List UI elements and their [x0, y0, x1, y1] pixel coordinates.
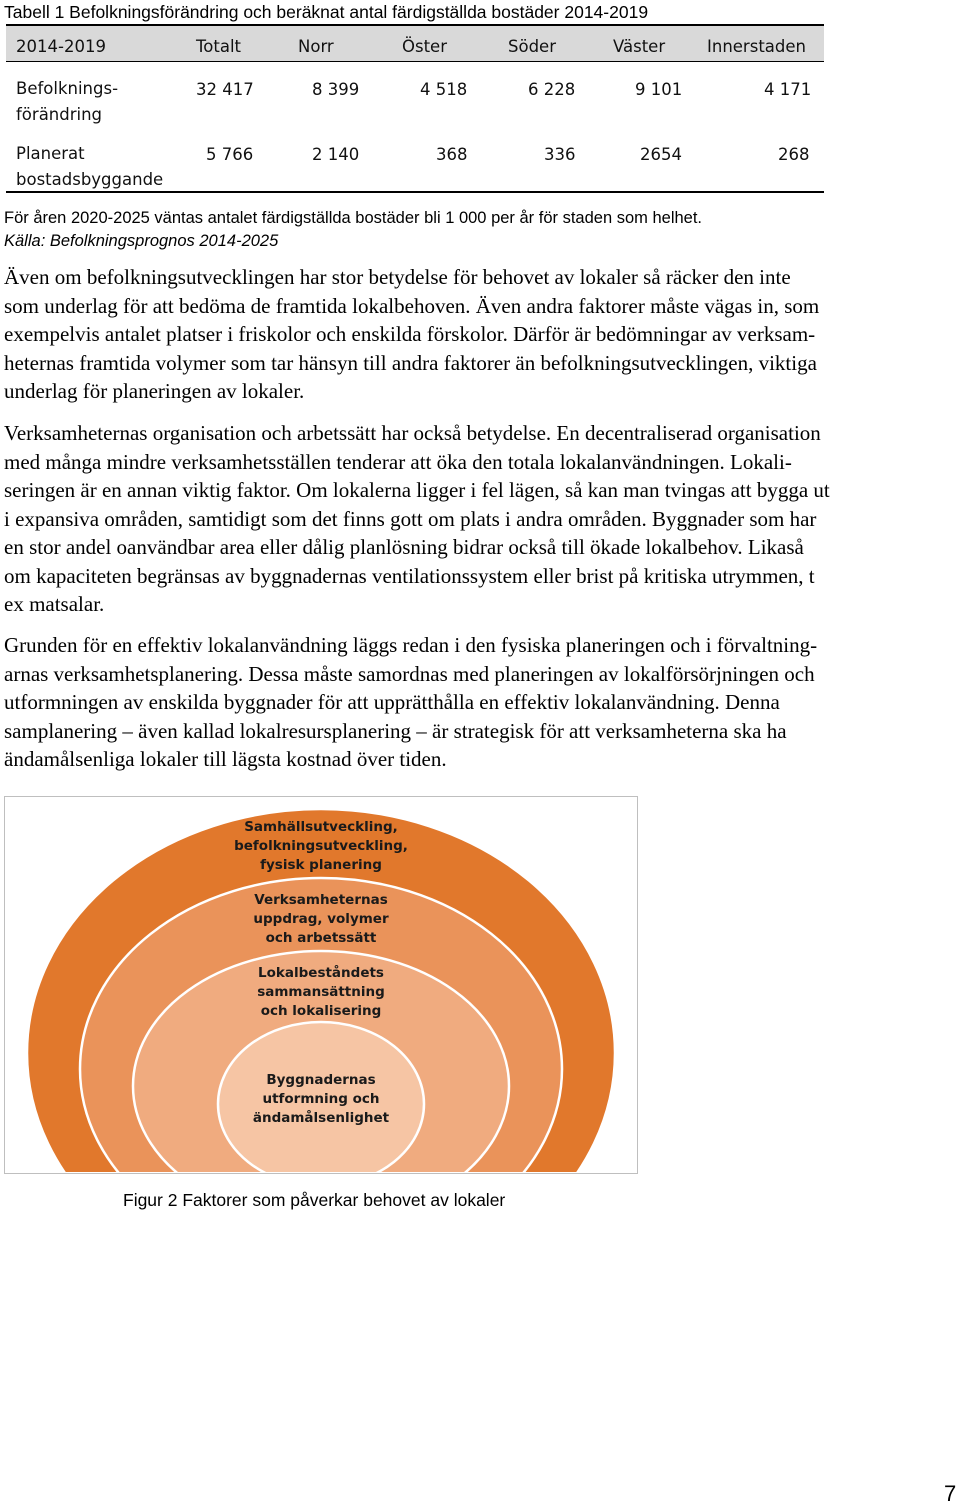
cell-bostad-norr: 2 140 — [312, 145, 360, 164]
level-2-label-line-2: uppdrag, volymer — [253, 911, 389, 927]
row-label-befolkning: Befolknings- förändring — [16, 79, 119, 124]
cell-befolkning-innerstaden: 4 171 — [764, 80, 812, 99]
paragraph-3: Grunden för en effektiv lokalanvändning läggs redan i den fysiska planeringen och i förvaltning- arnas verksamhetsplanering. Dessa måste samordnas med planeringen av lokalförsörjningen och utformningen av enskilda byggnader för att upprätthålla en effektiv lokalanvändning. Denna samplanering – även kallad lokalresursplanering – är strategisk för att verksamheterna ska ha ändamålsenliga lokaler till lägsta kostnad över tiden. — [4, 633, 818, 771]
level-2-label-line-3: och arbetssätt — [265, 930, 377, 946]
table-caption: Tabell 1 Befolkningsförändring och beräknat antal färdigställda bostäder 2014-2019 — [4, 2, 649, 22]
row-label-bostadsbyggande: Planerat bostadsbyggande — [16, 144, 164, 189]
level-1-label-line-1: Samhällsutveckling, — [244, 819, 398, 835]
level-4-label-line-2: utformning och — [262, 1091, 380, 1107]
level-1-label-line-3: fysisk planering — [260, 857, 382, 873]
diagram-svg — [5, 797, 636, 1172]
cell-befolkning-totalt: 32 417 — [196, 80, 254, 99]
level-2-label-line-1: Verksamheternas — [254, 892, 388, 908]
cell-befolkning-vaster: 9 101 — [635, 80, 683, 99]
paragraph-1: Även om befolkningsutvecklingen har stor betydelse för behovet av lokaler så räcker den inte som underlag för att bedöma de framtida lokalbehoven. Även andra faktorer måste vägas in, som exempelvis antalet platser i friskolor och enskilda förskolor. Därför är bedömningar av verksam- heternas framtida volymer som tar hänsyn till andra faktorer än befolkningsutvecklingen, viktiga underlag för planeringen av lokaler. — [4, 265, 820, 403]
table-note: För åren 2020-2025 väntas antalet färdigställda bostäder bli 1 000 per år för staden som helhet. — [4, 209, 703, 227]
level-4-label-line-3: ändamålsenlighet — [252, 1110, 390, 1126]
page-number: 7 — [944, 1481, 957, 1506]
cell-bostad-soder: 336 — [544, 145, 576, 164]
header-norr: Norr — [298, 37, 334, 56]
population-table — [6, 24, 824, 194]
header-innerstaden: Innerstaden — [707, 37, 806, 56]
level-3-label-line-2: sammansättning — [257, 984, 385, 1000]
figure-caption: Figur 2 Faktorer som påverkar behovet av lokaler — [123, 1190, 506, 1210]
nested-factors-diagram — [4, 796, 638, 1174]
cell-befolkning-norr: 8 399 — [312, 80, 360, 99]
header-soder: Söder — [508, 37, 556, 56]
level-1-label-line-2: befolkningsutveckling, — [234, 838, 408, 854]
level-4-label-line-1: Byggnadernas — [266, 1072, 376, 1088]
table-bottom-rule — [6, 191, 824, 193]
cell-bostad-innerstaden: 268 — [778, 145, 810, 164]
cell-bostad-vaster: 2654 — [640, 145, 682, 164]
header-period: 2014-2019 — [16, 37, 106, 56]
level-3-label-line-3: och lokalisering — [260, 1003, 382, 1019]
cell-befolkning-oster: 4 518 — [420, 80, 468, 99]
header-vaster: Väster — [613, 37, 666, 56]
header-oster: Öster — [402, 37, 447, 56]
header-totalt: Totalt — [196, 37, 242, 56]
level-3-label-line-1: Lokalbeståndets — [258, 965, 384, 981]
cell-befolkning-soder: 6 228 — [528, 80, 576, 99]
cell-bostad-oster: 368 — [436, 145, 468, 164]
cell-bostad-totalt: 5 766 — [206, 145, 254, 164]
table-source: Källa: Befolkningsprognos 2014-2025 — [4, 232, 279, 250]
paragraph-2: Verksamheternas organisation och arbetssätt har också betydelse. En decentraliserad organisation med många mindre verksamhetsställen tenderar att öka den totala lokalanvändningen. Lokali- seringen är en annan viktig faktor. Om lokalerna ligger i fel lägen, så kan man tvingas att bygga ut i expansiva områden, samtidigt som det finns gott om plats i andra områden. Byggnader som har en stor andel oanvändbar area eller dålig planlösning bidrar också till ökade lokalbehov. Likaså om kapaciteten begränsas av byggnadernas ventilationssystem eller brist på kritiska utrymmen, t ex matsalar. — [4, 421, 830, 616]
